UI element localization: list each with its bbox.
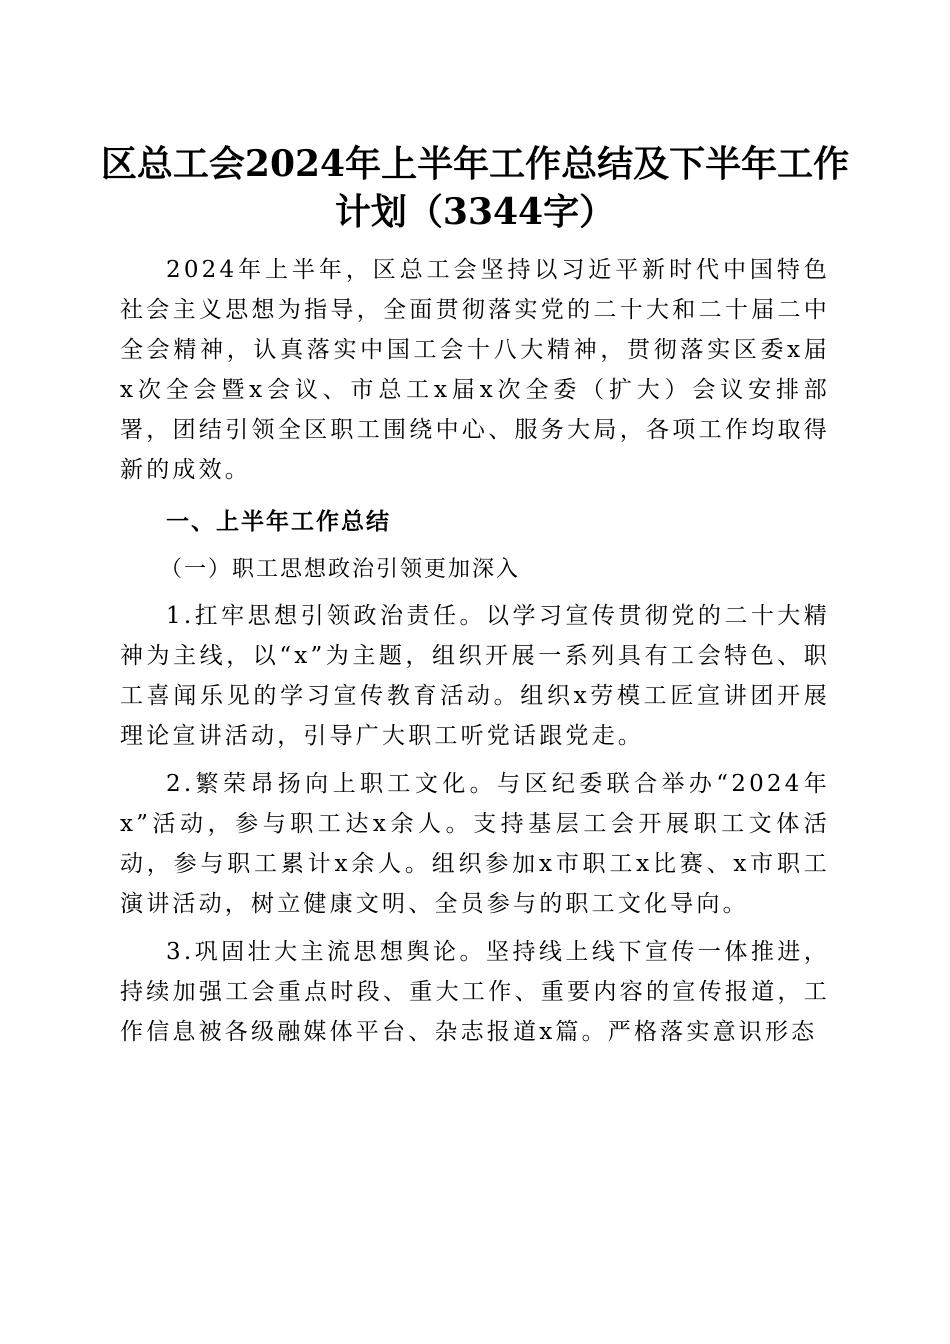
section-heading-first-half-summary: 一、上半年工作总结: [166, 509, 391, 535]
intro-paragraph: 2024年上半年，区总工会坚持以习近平新时代中国特色社会主义思想为指导，全面贯彻落实党的二十大和二十届二中全会精神，认真落实中国工会十八大精神，贯彻落实区委x届x次全会暨x会议、市总工x届x次全委（扩大）会议安排部署，团结引领全区职工围绕中心、服务大局，各项工作均取得新的成效。: [120, 257, 830, 483]
item-paragraph-2: 2.繁荣昂扬向上职工文化。与区纪委联合举办“2024年x”活动，参与职工达x余人。支持基层工会开展职工文体活动，参与职工累计x余人。组织参加x市职工x比赛、x市职工演讲活动，树立健康文明、全员参与的职工文化导向。: [120, 771, 830, 917]
document-body: [120, 250, 830, 1052]
item-paragraph-3: 3.巩固壮大主流思想舆论。坚持线上线下宣传一体推进，持续加强工会重点时段、重大工作、重要内容的宣传报道，工作信息被各级融媒体平台、杂志报道x篇。严格落实意识形态: [120, 939, 830, 1045]
item-paragraph-1: 1.扛牢思想引领政治责任。以学习宣传贯彻党的二十大精神为主线，以“x”为主题，组织开展一系列具有工会特色、职工喜闻乐见的学习宣传教育活动。组织x劳模工匠宣讲团开展理论宣讲活动，引导广大职工听党话跟党走。: [120, 603, 830, 749]
subsection-heading-ideological-guidance: （一）职工思想政治引领更加深入: [160, 557, 521, 582]
document-title: 区总工会2024年上半年工作总结及下半年工作计划（3344字）: [100, 143, 850, 233]
